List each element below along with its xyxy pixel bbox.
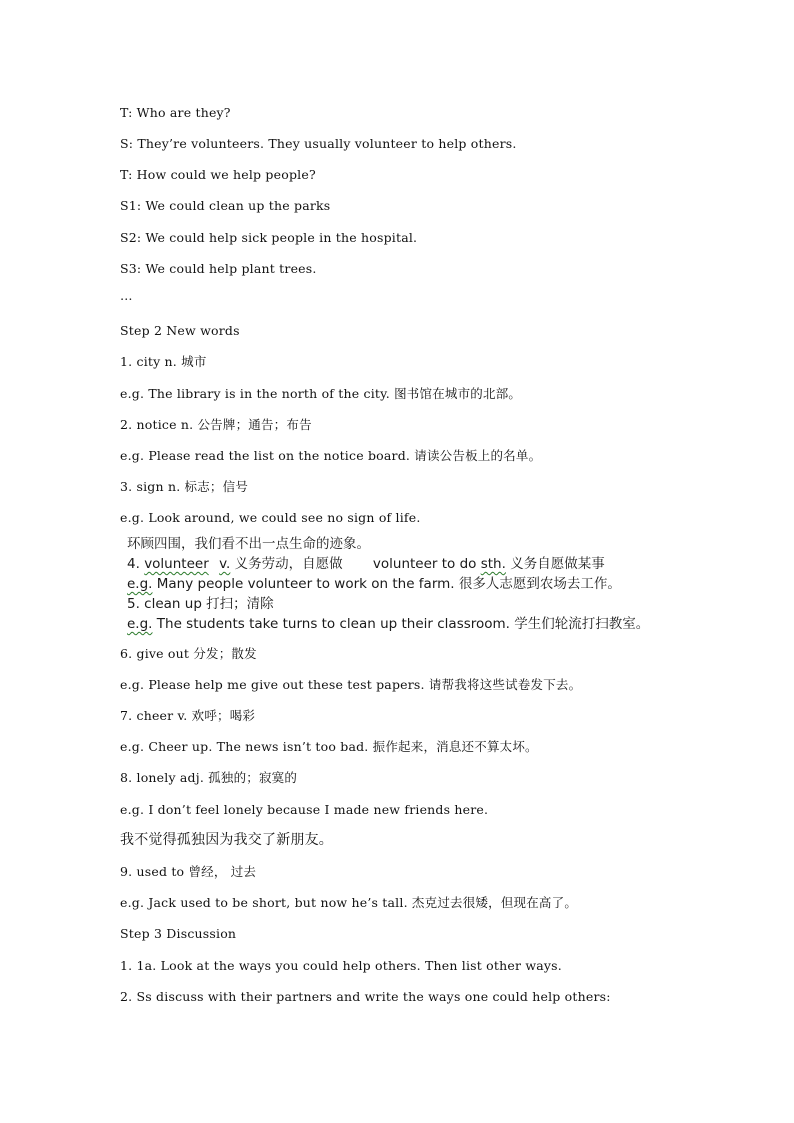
pasted-example-clean-up	[127, 616, 649, 633]
dialogue-line-student-1: S: They’re volunteers. They usually volunteer to help others.	[120, 136, 517, 151]
eg-label: e.g.	[127, 576, 153, 592]
example-cheer: e.g. Cheer up. The news isn’t too bad. 振作起来，消息还不算太坏。	[120, 739, 538, 754]
discussion-item-1: 1. 1a. Look at the ways you could help others. Then list other ways.	[120, 958, 562, 973]
pasted-example-volunteer	[127, 576, 621, 593]
dialogue-line-s3: S3: We could help plant trees.	[120, 261, 317, 276]
discussion-item-2: 2. Ss discuss with their partners and write the ways one could help others:	[120, 989, 611, 1004]
eg-label: e.g.	[127, 616, 153, 632]
pasted-translation-sign: 环顾四围，我们看不出一点生命的迹象。	[127, 536, 370, 552]
dialogue-line-teacher-1: T: Who are they?	[120, 105, 231, 120]
headword-volunteer: volunteer	[144, 556, 209, 572]
pasted-word-item-clean-up: 5. clean up 打扫；清除	[127, 596, 274, 612]
word-item-cheer: 7. cheer v. 欢呼；喝彩	[120, 708, 256, 723]
dialogue-line-teacher-2: T: How could we help people?	[120, 167, 316, 182]
word-item-sign: 3. sign n. 标志；信号	[120, 479, 249, 494]
example-text: The students take turns to clean up their classroom. 学生们轮流打扫教室。	[156, 616, 650, 632]
part-of-speech: v.	[219, 556, 231, 572]
example-give-out: e.g. Please help me give out these test papers. 请帮我将这些试卷发下去。	[120, 677, 582, 692]
step2-heading: Step 2 New words	[120, 323, 240, 338]
example-notice: e.g. Please read the list on the notice board. 请读公告板上的名单。	[120, 448, 542, 463]
example-city: e.g. The library is in the north of the city. 图书馆在城市的北部。	[120, 386, 522, 401]
word-item-lonely: 8. lonely adj. 孤独的；寂寞的	[120, 770, 298, 785]
example-sign: e.g. Look around, we could see no sign of life.	[120, 510, 421, 525]
word-item-city: 1. city n. 城市	[120, 354, 207, 369]
example-text: Many people volunteer to work on the farm. 很多人志愿到农场去工作。	[156, 576, 621, 592]
example-used-to: e.g. Jack used to be short, but now he’s tall. 杰克过去很矮，但现在高了。	[120, 895, 578, 910]
dialogue-line-s1: S1: We could clean up the parks	[120, 198, 331, 213]
example-lonely: e.g. I don’t feel lonely because I made new friends here.	[120, 802, 489, 817]
step3-heading: Step 3 Discussion	[120, 926, 237, 941]
pasted-word-item-volunteer	[127, 556, 605, 573]
word-item-give-out: 6. give out 分发；散发	[120, 646, 257, 661]
phrase-sth: sth.	[480, 556, 506, 572]
item-number: 4.	[127, 556, 140, 572]
dialogue-ellipsis: …	[120, 288, 133, 303]
phrase-volunteer-to-do: volunteer to do	[372, 556, 477, 572]
word-item-notice: 2. notice n. 公告牌；通告；布告	[120, 417, 312, 432]
phrase-meaning: 义务自愿做某事	[510, 556, 605, 572]
translation-lonely: 我不觉得孤独因为我交了新朋友。	[120, 832, 333, 848]
word-item-used-to: 9. used to 曾经， 过去	[120, 864, 257, 879]
meaning-volunteer: 义务劳动，自愿做	[234, 556, 343, 572]
dialogue-line-s2: S2: We could help sick people in the hospital.	[120, 230, 418, 245]
